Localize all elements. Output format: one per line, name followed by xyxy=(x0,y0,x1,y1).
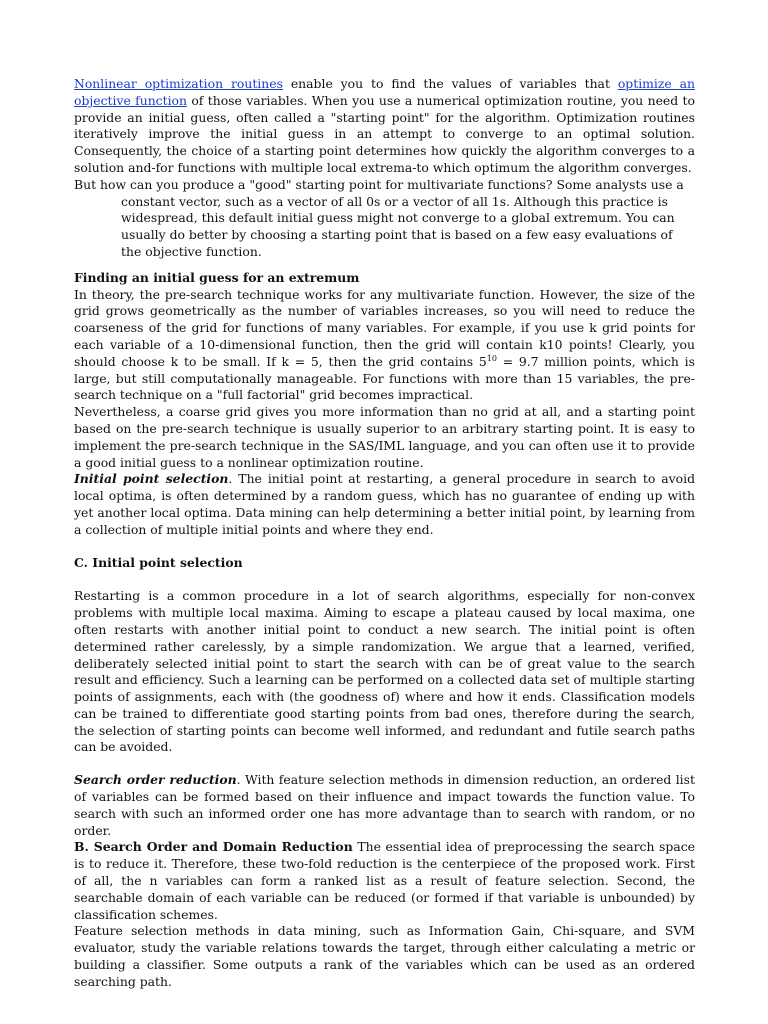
optimize-objective-link[interactable]: optimize an objective function xyxy=(74,76,695,108)
pre-search-text-1: In theory, the pre-search technique works for any multivariate function. However, the size of the grid grows geometrically as the number of variables increases, so you will need to reduce the coarseness of the grid for functions of many variables. For example, if you use k grid points for each variable of a 10-dimensional function, then the grid will contain k10 points! Clearly, you should choose k to be small. If k = 5, then the grid contains 5 xyxy=(74,286,695,369)
intro-paragraph xyxy=(74,76,695,177)
initial-point-selection-text: . The initial point at restarting, a general procedure in search to avoid local optima, is often determined by a random guess, which has no guarantee of ending up with yet another local optima. Data mining can help determining a better initial point, by learning from a collection of multiple initial points and where they end. xyxy=(74,471,695,537)
initial-point-selection-lead: Initial point selection xyxy=(74,471,229,487)
restarting-paragraph: Restarting is a common procedure in a lot of search algorithms, especially for non-convex problems with multiple local maxima. Aiming to escape a plateau caused by local maxima, one often restarts with another initial point to conduct a new search. The initial point is often determined rather carelessly, by a simple randomization. We argue that a learned, verified, deliberately selected initial point to start the search with can be of great value to the search result and efficiency. Such a learning can be performed on a collected data set of multiple starting points of assignments, each with (the goodness of) where and how it ends. Classification models can be trained to differentiate good starting points from bad ones, therefore during the search, the selection of starting points can become well informed, and redundant and futile search paths can be avoided. xyxy=(74,588,695,755)
pre-search-paragraph xyxy=(74,287,695,405)
section-heading-initial-guess: Finding an initial guess for an extremum xyxy=(74,269,360,285)
search-order-text: . With feature selection methods in dimension reduction, an ordered list of variables can be formed based on their influence and impact towards the function value. To search with such an informed order one has more advantage than to search with random, or no order. xyxy=(74,772,695,838)
search-order-paragraph xyxy=(74,772,695,839)
intro-text-2: of those variables. When you use a numerical optimization routine, you need to provide an initial guess, often called a "starting point" for the algorithm. Optimization routines iteratively improve the initial guess in an attempt to converge to an optimal solution. Consequently, the choice of a starting point determines how quickly the algorithm converges to a solution and-for functions with multiple local extrema-to which optimum the algorithm converges. xyxy=(74,92,695,175)
search-order-lead: Search order reduction xyxy=(74,772,237,788)
domain-reduction-heading: B. Search Order and Domain Reduction xyxy=(74,839,353,855)
pre-search-text-2: = 9.7 million points, which is large, but still computationally manageable. For functions with more than 15 variables, the pre-search technique on a "full factorial" grid becomes impractical. xyxy=(74,353,695,403)
intro-text-1: enable you to find the values of variables that xyxy=(282,76,618,91)
domain-reduction-text: The essential idea of preprocessing the search space is to reduce it. Therefore, these two-fold reduction is the centerpiece of the proposed work. First of all, the n variables can form a ranked list as a result of feature selection. Second, the searchable domain of each variable can be reduced (or formed if that variable is unbounded) by classification schemes. xyxy=(74,839,696,922)
domain-reduction-paragraph xyxy=(74,839,695,923)
nonlinear-optimization-link[interactable]: Nonlinear optimization routines xyxy=(74,76,283,91)
feature-selection-paragraph: Feature selection methods in data mining, such as Information Gain, Chi-square, and SVM evaluator, study the variable relations towards the target, through either calculating a metric or building a classifier. Some outputs a rank of the variables which can be used as an ordered searching path. xyxy=(74,923,695,989)
exponent-superscript: 10 xyxy=(486,353,497,363)
starting-point-question-paragraph: But how can you produce a "good" starting point for multivariate functions? Some analysts use a constant vector, such as a vector of all 0s or a vector of all 1s. Although this practice is widespread, this default initial guess might not converge to a global extremum. You can usually do better by choosing a starting point that is based on a few easy evaluations of the objective function. xyxy=(74,176,684,259)
coarse-grid-paragraph: Nevertheless, a coarse grid gives you more information than no grid at all, and a starting point based on the pre-search technique is usually superior to an arbitrary starting point. It is easy to implement the pre-search technique in the SAS/IML language, and you can often use it to provide a good initial guess to a nonlinear optimization routine. xyxy=(74,404,695,470)
section-heading-c: C. Initial point selection xyxy=(74,554,243,570)
initial-point-selection-paragraph xyxy=(74,471,695,538)
document-page xyxy=(74,76,695,991)
